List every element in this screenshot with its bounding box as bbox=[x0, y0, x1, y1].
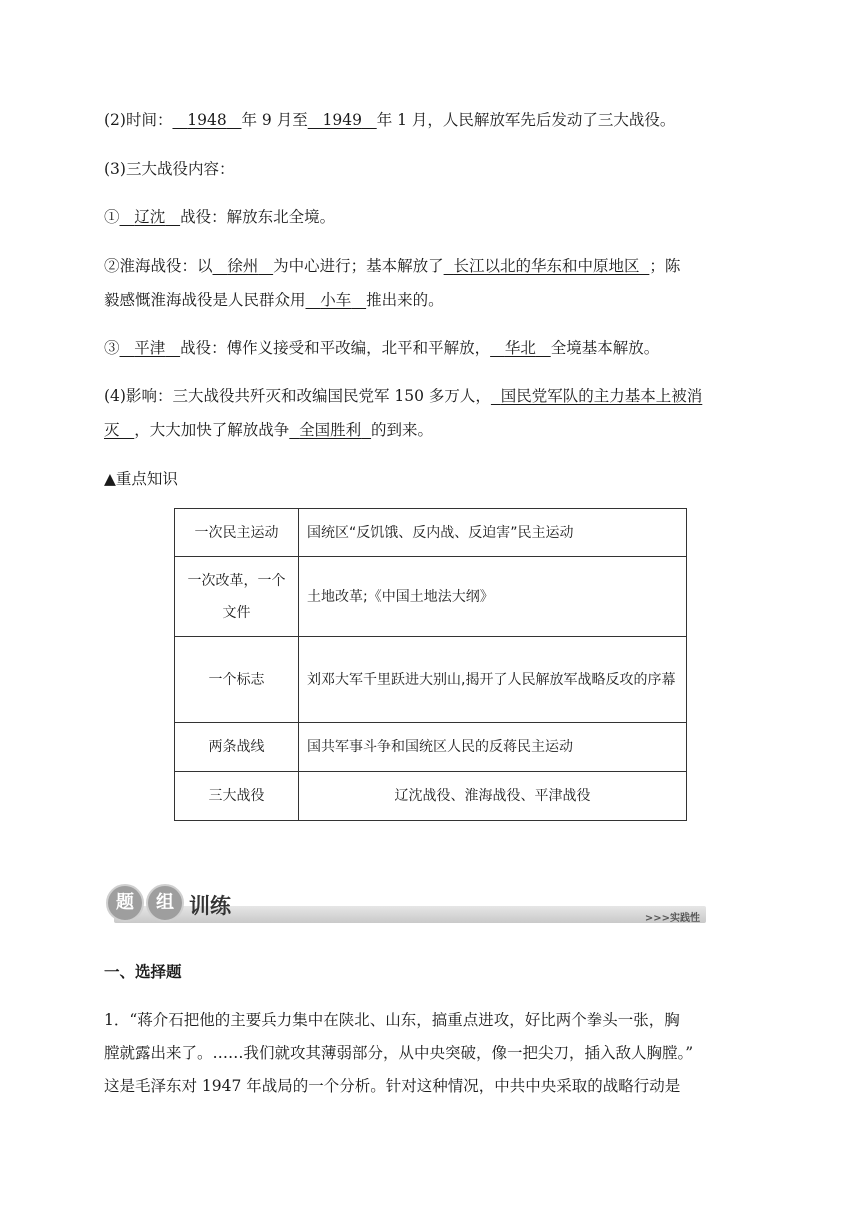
table-row: 三大战役 辽沈战役、淮海战役、平津战役 bbox=[175, 772, 687, 821]
badge-zu: 组 bbox=[146, 884, 184, 922]
answer-xuzhou: 徐州 bbox=[227, 257, 259, 275]
answer-cart: 小车 bbox=[320, 291, 352, 309]
key-knowledge-table bbox=[174, 508, 687, 821]
key-knowledge-title: ▲重点知识 bbox=[104, 470, 178, 488]
table-row: 两条战线 国共军事斗争和国统区人民的反蒋民主运动 bbox=[175, 723, 687, 772]
section-title: 一、选择题 bbox=[104, 963, 182, 981]
answer-region: 长江以北的华东和中原地区 bbox=[453, 257, 640, 275]
line-time: (2)时间： 1948 年 9 月至 1949 年 1 月，人民解放军先后发动了三大战役。 bbox=[104, 111, 676, 129]
exercise-banner bbox=[104, 884, 706, 924]
line-impact-1: (4)影响：三大战役共歼灭和改编国民党军 150 多万人， 国民党军队的主力基本上被消 bbox=[104, 387, 703, 405]
question-1-line-2: 膛就露出来了。……我们就攻其薄弱部分，从中央突破，像一把尖刀，插入敌人胸膛。” bbox=[104, 1044, 694, 1062]
line-liaoshen: ① 辽沈 战役：解放东北全境。 bbox=[104, 208, 336, 226]
answer-impact: 国民党军队的主力基本上被消 bbox=[500, 387, 703, 405]
banner-title: 训练 bbox=[189, 894, 231, 918]
table-row: 一个标志 刘邓大军千里跃进大别山,揭开了人民解放军战略反攻的序幕 bbox=[175, 637, 687, 723]
question-1-line-3: 这是毛泽东对 1947 年战局的一个分析。针对这种情况，中共中央采取的战略行动是 bbox=[104, 1077, 681, 1095]
line-heading-content: (3)三大战役内容： bbox=[104, 160, 235, 178]
answer-1948: 1948 bbox=[187, 111, 227, 129]
question-1-line-1: 1．“蒋介石把他的主要兵力集中在陕北、山东，搞重点进攻，好比两个拳头一张，胸 bbox=[104, 1011, 680, 1029]
answer-liaoshen: 辽沈 bbox=[134, 208, 166, 226]
line-pingjin: ③ 平津 战役：傅作义接受和平改编，北平和平解放， 华北 全境基本解放。 bbox=[104, 339, 660, 357]
answer-pingjin: 平津 bbox=[134, 339, 166, 357]
line-huaihai-1: ②淮海战役：以 徐州 为中心进行；基本解放了 长江以北的华东和中原地区 ；陈 bbox=[104, 257, 681, 275]
badge-ti: 题 bbox=[106, 884, 144, 922]
banner-tag: >>>实践性 bbox=[644, 913, 700, 924]
answer-huabei: 华北 bbox=[504, 339, 536, 357]
answer-1949: 1949 bbox=[322, 111, 362, 129]
line-huaihai-2: 毅感慨淮海战役是人民群众用 小车 推出来的。 bbox=[104, 291, 444, 309]
answer-victory: 全国胜利 bbox=[299, 421, 362, 439]
line-impact-2: 灭 ，大大加快了解放战争 全国胜利 的到来。 bbox=[104, 421, 434, 439]
table-row: 一次改革，一个文件 土地改革;《中国土地法大纲》 bbox=[175, 557, 687, 637]
table-row: 一次民主运动 国统区“反饥饿、反内战、反迫害”民主运动 bbox=[175, 509, 687, 557]
